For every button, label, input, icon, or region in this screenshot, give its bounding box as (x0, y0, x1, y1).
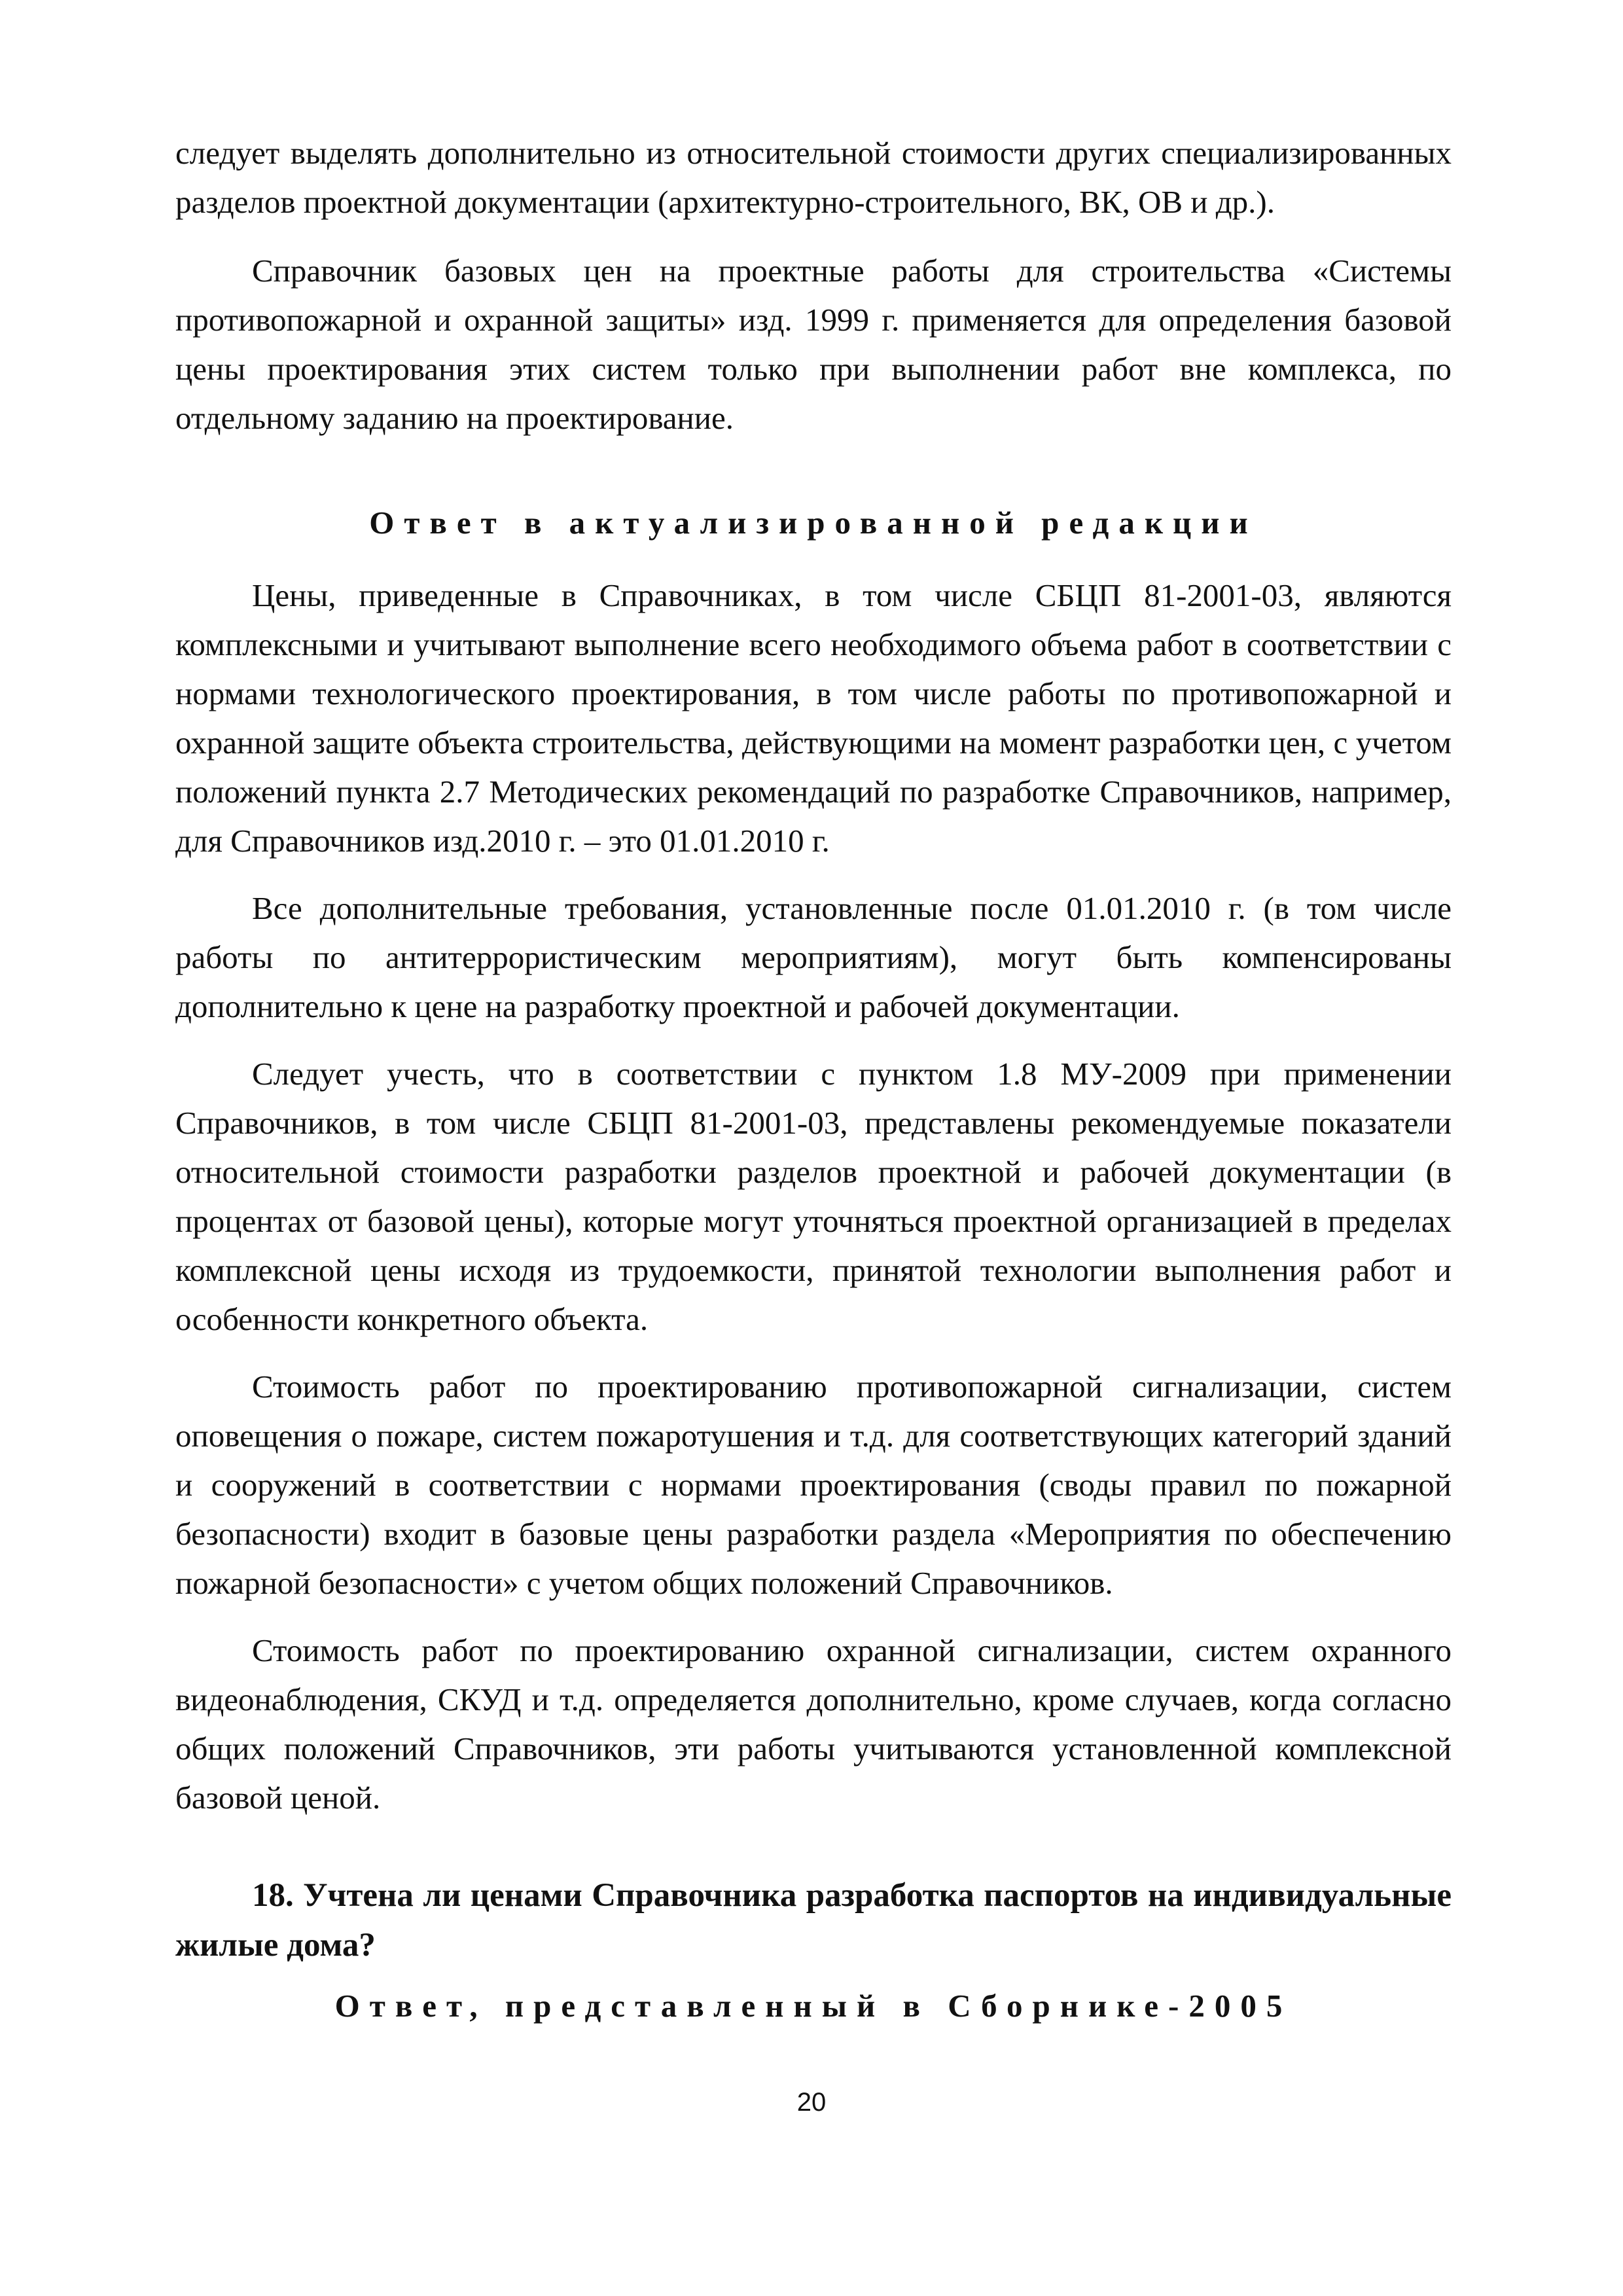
question-18: 18. Учтена ли ценами Справочника разработка паспортов на индивидуальные жилые дома? (175, 1877, 1452, 1964)
paragraph-security-cost: Стоимость работ по проектированию охранной сигнализации, систем охранного видеонаблюдения, СКУД и т.д. определяется дополнительно, кроме случаев, когда согласно общих положений Справочников, эти работы учитываются установленной комплексной базовой ценой. (175, 1632, 1452, 1816)
paragraph-complex-prices: Цены, приведенные в Справочниках, в том числе СБЦП 81-2001-03, являются комплексными и учитывают выполнение всего необходимого объема работ в соответствии с нормами технологического проектирования, в том числе работы по противопожарной и охранной защите объекта строительства, действующими на момент разработки цен, с учетом положений пункта 2.7 Методических рекомендаций по разработке Справочников, например, для Справочников изд.2010 г. – это 01.01.2010 г. (175, 577, 1452, 859)
answer-text-block (175, 571, 1452, 1822)
paragraph-fire-safety-cost: Стоимость работ по проектированию противопожарной сигнализации, систем оповещения о пожаре, систем пожаротушения и т.д. для соответствующих категорий зданий и сооружений в соответствии с нормами проектирования (своды правил по пожарной безопасности) входит в базовые цены разработки раздела «Мероприятия по обеспечению пожарной безопасности» с учетом общих положений Справочников. (175, 1369, 1452, 1601)
paragraph-relative-cost: Следует учесть, что в соответствии с пунктом 1.8 МУ-2009 при применении Справочников, в том числе СБЦП 81-2001-03, представлены рекомендуемые показатели относительной стоимости разработки разделов проектной и рабочей документации (в процентах от базовой цены), которые могут уточняться проектной организацией в пределах комплексной цены исходя из трудоемкости, принятой технологии выполнения работ и особенности конкретного объекта. (175, 1056, 1452, 1337)
intro-text-block (175, 128, 1452, 442)
paragraph-reference-book-1999: Справочник базовых цен на проектные работы для строительства «Системы противопожарной и охранной защиты» изд. 1999 г. применяется для определения базовой цены проектирования этих систем только при выполнении работ вне комплекса, по отдельному заданию на проектирование. (175, 253, 1452, 436)
paragraph-additional-requirements: Все дополнительные требования, установленные после 01.01.2010 г. (в том числе работы по антитеррористическим мероприятиям), могут быть компенсированы дополнительно к цене на разработку проектной и рабочей документации. (175, 890, 1452, 1024)
page-number: 20 (796, 2088, 827, 2117)
heading-collection-answer: Ответ, представленный в Сборнике-2005 (334, 1988, 1293, 2024)
paragraph-continuation: следует выделять дополнительно из относительной стоимости других специализированных разделов проектной документации (архитектурно-строительного, ВК, ОВ и др.). (175, 135, 1452, 220)
heading-updated-answer: Ответ в актуализированной редакции (369, 505, 1258, 541)
